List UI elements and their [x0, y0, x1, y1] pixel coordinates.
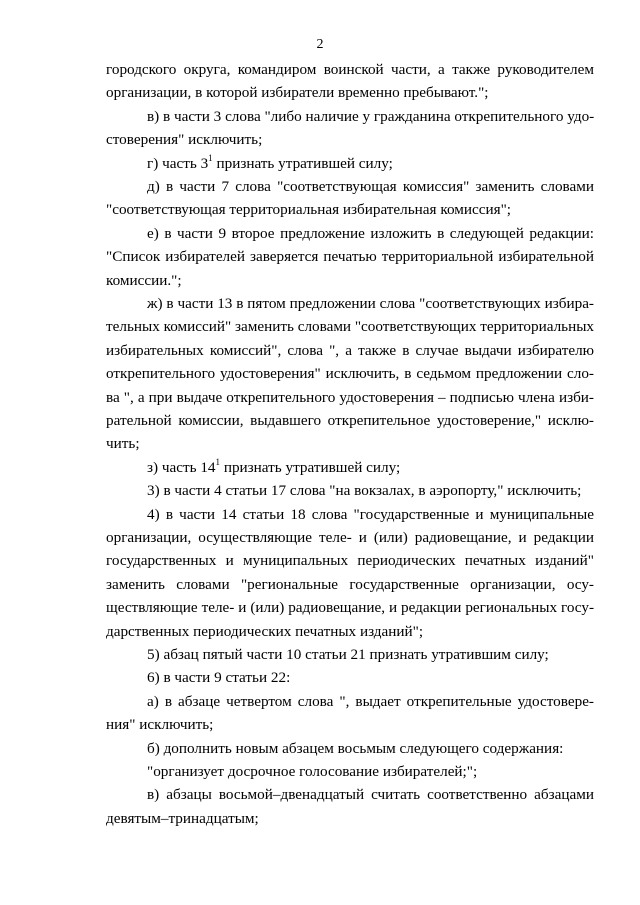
- text-line: [147, 153, 393, 175]
- text-line: ж) в части 13 в пятом предложении слова "соответствующих избира-: [147, 295, 594, 312]
- text-line: "соответствующая территориальная избирательная комиссия";: [106, 201, 511, 218]
- text-line: ва ", а при выдаче открепительного удостоверения – подписью члена изби-: [106, 389, 594, 406]
- text-line: организации, осуществляющие теле- и (или) радиовещание, и редакции: [106, 529, 594, 546]
- text-line: комиссии.";: [106, 272, 182, 289]
- text-line: б) дополнить новым абзацем восьмым следующего содержания:: [147, 740, 564, 757]
- text-line: 5) абзац пятый части 10 статьи 21 признать утратившим силу;: [147, 646, 549, 663]
- text-line: городского округа, командиром воинской части, а также руководителем: [106, 61, 594, 78]
- text-fragment: признать утратившей силу;: [212, 155, 393, 172]
- text-line: организации, в которой избиратели временно пребывают.";: [106, 84, 489, 101]
- superscript: 1: [215, 456, 221, 467]
- superscript: 1: [208, 152, 213, 163]
- text-line: д) в части 7 слова "соответствующая комиссия" заменить словами: [147, 178, 594, 195]
- text-fragment: з) часть 14: [147, 459, 216, 476]
- text-line: [147, 457, 400, 479]
- text-line: а) в абзаце четвертом слова ", выдает открепительные удостовере-: [147, 693, 594, 710]
- text-line: девятым–тринадцатым;: [106, 810, 259, 827]
- text-fragment: признать утратившей силу;: [220, 459, 401, 476]
- text-line: рательной комиссии, выдавшего открепительное удостоверение," исклю-: [106, 412, 594, 429]
- text-line: 4) в части 14 статьи 18 слова "государственные и муниципальные: [147, 506, 594, 523]
- text-line: заменить словами "региональные государственные организации, осу-: [106, 576, 594, 593]
- text-line: стоверения" исключить;: [106, 131, 263, 148]
- text-line: в) абзацы восьмой–двенадцатый считать соответственно абзацами: [147, 786, 594, 803]
- text-line: открепительного удостоверения" исключить, в седьмом предложении сло-: [106, 365, 594, 382]
- text-line: ния" исключить;: [106, 716, 214, 733]
- page-number: 2: [316, 37, 324, 52]
- text-line: 6) в части 9 статьи 22:: [147, 669, 291, 686]
- text-line: тельных комиссий" заменить словами "соответствующих территориальных: [106, 318, 595, 335]
- text-line: 3) в части 4 статьи 17 слова "на вокзалах, в аэропорту," исключить;: [147, 482, 582, 499]
- text-line: ществляющие теле- и (или) радиовещание, и редакции региональных госу-: [106, 599, 594, 616]
- text-line: "Список избирателей заверяется печатью территориальной избирательной: [106, 248, 594, 265]
- text-line: чить;: [106, 435, 140, 452]
- text-fragment: г) часть 3: [147, 155, 209, 172]
- text-line: государственных и муниципальных периодических печатных изданий": [106, 552, 594, 569]
- text-line: дарственных периодических печатных изданий";: [106, 623, 424, 640]
- text-line: "организует досрочное голосование избирателей;";: [147, 763, 478, 780]
- text-line: избирательных комиссий", слова ", а также в случае выдачи избирателю: [106, 342, 594, 359]
- text-line: в) в части 3 слова "либо наличие у гражданина открепительного удо-: [147, 108, 595, 125]
- text-line: е) в части 9 второе предложение изложить в следующей редакции:: [147, 225, 594, 242]
